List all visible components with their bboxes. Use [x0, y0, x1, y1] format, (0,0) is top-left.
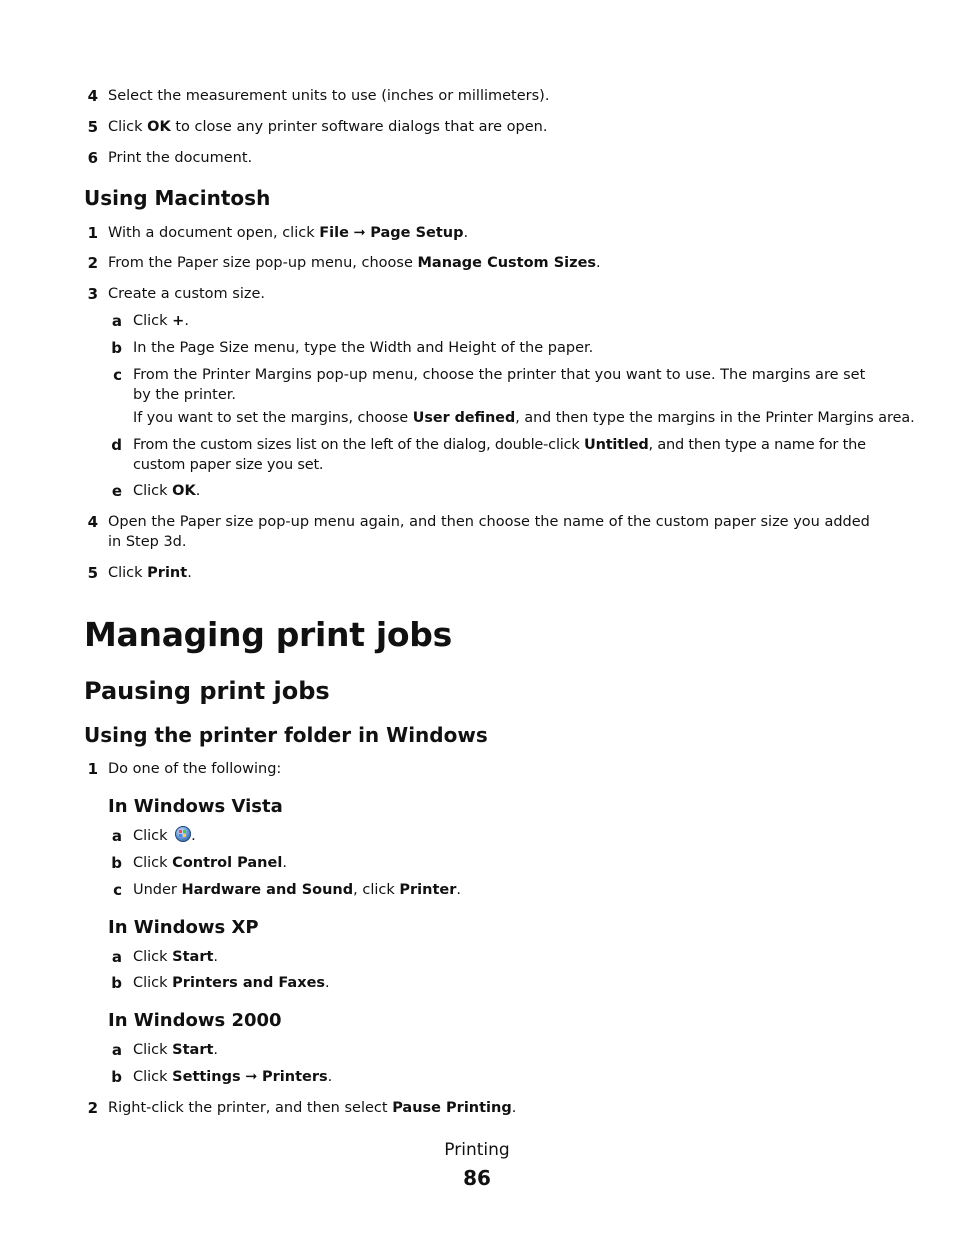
heading-windows-vista: In Windows Vista: [108, 796, 283, 817]
step-text: Click OK to close any printer software dialogs that are open.: [108, 119, 548, 135]
step-text: From the Paper size pop-up menu, choose Manage Custom Sizes.: [108, 255, 601, 271]
heading-windows-xp: In Windows XP: [108, 917, 259, 938]
step-number: 1: [87, 224, 98, 242]
substep-letter: c: [113, 366, 122, 384]
substep-text: In the Page Size menu, type the Width and Height of the paper.: [133, 340, 594, 356]
substep-letter: c: [113, 881, 122, 899]
substep-text: Click Control Panel.: [133, 855, 287, 871]
substep-letter: b: [111, 854, 122, 872]
substep-text: Click Start.: [133, 1042, 219, 1058]
step-text: With a document open, click File ➞ Page Setup.: [108, 225, 469, 241]
substep-text: Click +.: [133, 313, 189, 329]
substep-letter: a: [111, 948, 122, 966]
heading-using-macintosh: Using Macintosh: [84, 186, 271, 210]
heading-windows-2000: In Windows 2000: [108, 1010, 282, 1031]
windows-start-orb-icon: [175, 826, 191, 842]
substep-note: If you want to set the margins, choose User defined, and then type the margins in the Printer Margins area.: [133, 410, 915, 426]
step-number: 4: [87, 87, 98, 105]
substep-text: Click Settings ➞ Printers.: [133, 1069, 333, 1085]
step-text: Print the document.: [108, 150, 253, 166]
substep-letter: d: [111, 436, 122, 454]
subsection-title: Pausing print jobs: [84, 677, 330, 705]
footer-page-number: 86: [463, 1166, 491, 1190]
substep-text: Click Start.: [133, 949, 219, 965]
step-text: Right-click the printer, and then select Pause Printing.: [108, 1100, 517, 1116]
substep-letter: a: [111, 312, 122, 330]
arrow-icon: ➞: [353, 225, 366, 241]
substep-letter: e: [111, 482, 122, 500]
step-number: 6: [87, 149, 98, 167]
substep-text: From the custom sizes list on the left of the dialog, double-click Untitled, and then type a name for the custom paper size you set.: [133, 437, 866, 473]
substep-text: From the Printer Margins pop-up menu, choose the printer that you want to use. The margins are set by the printer.: [133, 367, 866, 403]
footer-chapter-label: Printing: [444, 1140, 510, 1160]
substep-letter: b: [111, 1068, 122, 1086]
step-number: 4: [87, 513, 98, 531]
step-number: 5: [87, 118, 98, 136]
step-text: Select the measurement units to use (inches or millimeters).: [108, 88, 550, 104]
step-number: 5: [87, 564, 98, 582]
substep-text: Click .: [133, 828, 196, 844]
step-number: 2: [87, 1099, 98, 1117]
step-text: Create a custom size.: [108, 286, 266, 302]
substep-letter: a: [111, 827, 122, 845]
section-title: Managing print jobs: [84, 615, 452, 654]
substep-text: Under Hardware and Sound, click Printer.: [133, 882, 461, 898]
step-text: Do one of the following:: [108, 761, 282, 777]
step-number: 2: [87, 254, 98, 272]
step-text: Click Print.: [108, 565, 192, 581]
step-number: 3: [87, 285, 98, 303]
step-text: Open the Paper size pop-up menu again, and then choose the name of the custom paper size you added in Step 3d.: [108, 514, 870, 550]
substep-text: Click OK.: [133, 483, 201, 499]
substep-text: Click Printers and Faxes.: [133, 975, 330, 991]
substep-letter: b: [111, 339, 122, 357]
substep-letter: b: [111, 974, 122, 992]
arrow-icon: ➞: [245, 1069, 258, 1085]
heading-printer-folder-windows: Using the printer folder in Windows: [84, 723, 488, 747]
step-number: 1: [87, 760, 98, 778]
substep-letter: a: [111, 1041, 122, 1059]
